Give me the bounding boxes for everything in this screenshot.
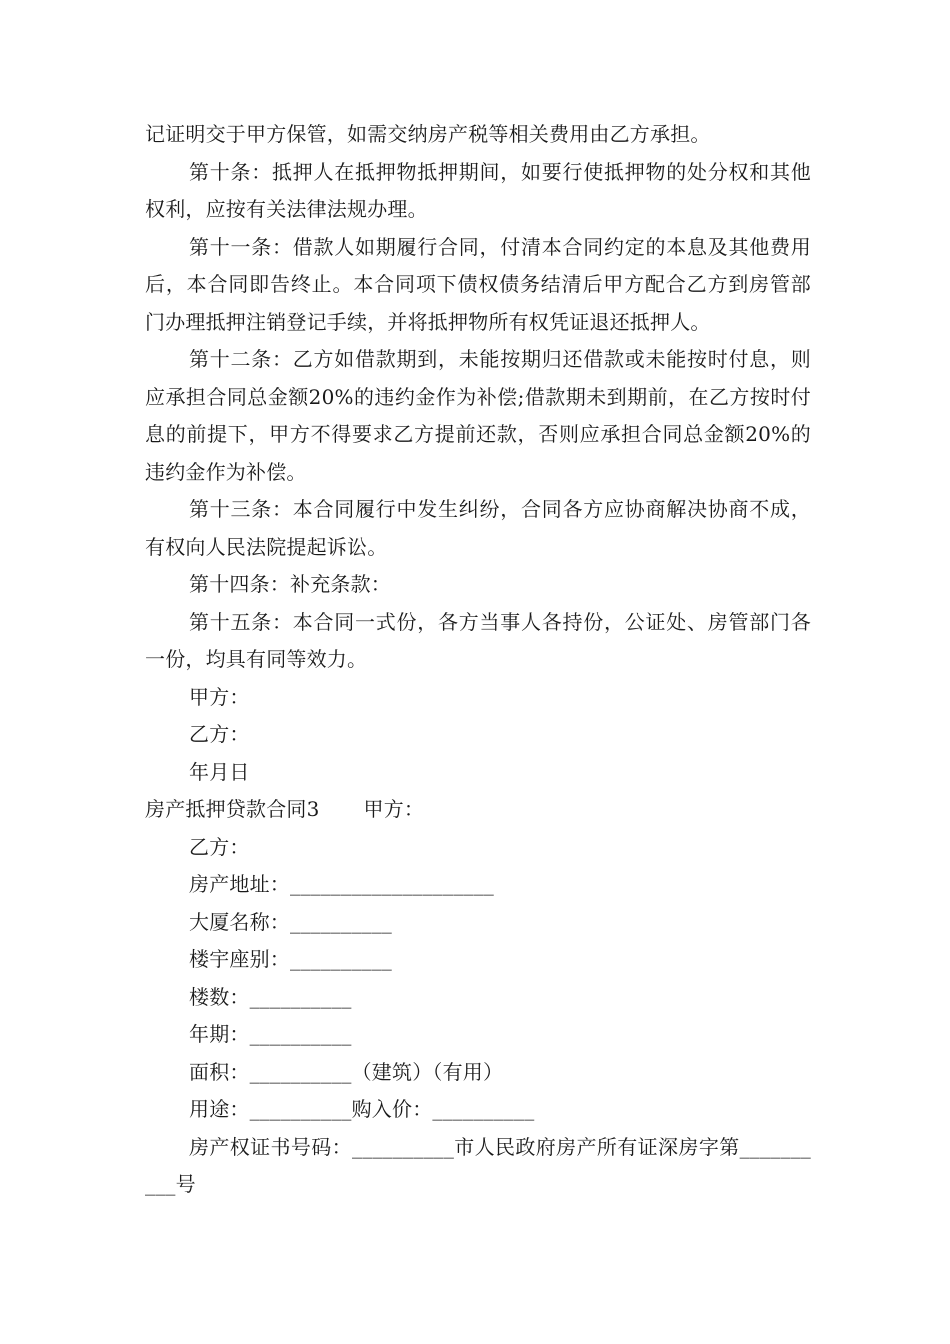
field-building-block: 楼宇座别：__________ [189,947,392,971]
field-property-address: 房产地址：____________________ [189,872,494,896]
signature-date: 年月日 [189,759,250,784]
clause-11: 第十一条：借款人如期履行合同，付清本合同约定的本息及其他费用后，本合同即告终止。本合同项下债权债务结清后甲方配合乙方到房管部门办理抵押注销登记手续，并将抵押物所有权凭证退还抵押人。 [145,234,811,334]
clause-14: 第十四条：补充条款： [189,572,391,596]
field-certificate-number: 房产权证书号码：__________市人民政府房产所有证深房字第__________号 [145,1134,811,1196]
paragraph-continuation: 记证明交于甲方保管，如需交纳房产税等相关费用由乙方承担。 [145,122,711,146]
clause-12: 第十二条：乙方如借款期到，未能按期归还借款或未能按时付息，则应承担合同总金额20%的违约金作为补偿;借款期未到期前，在乙方按时付息的前提下，甲方不得要求乙方提前还款，否则应承担合同总金额20%的违约金作为补偿。 [145,347,811,484]
field-term: 年期：__________ [189,1022,352,1046]
field-party-b: 乙方： [189,834,250,859]
field-area: 面积：__________（建筑）（有用） [189,1059,504,1084]
signature-party-b: 乙方： [189,722,250,746]
section-party-a: 甲方： [363,797,425,821]
clause-10: 第十条：抵押人在抵押物抵押期间，如要行使抵押物的处分权和其他权利，应按有关法律法规办理。 [145,159,811,221]
field-floor-count: 楼数：__________ [189,984,352,1009]
section-title: 房产抵押贷款合同3 [145,797,320,821]
clause-13: 第十三条：本合同履行中发生纠纷，合同各方应协商解决协商不成，有权向人民法院提起诉讼。 [145,497,811,559]
field-building-name: 大厦名称：__________ [189,909,392,934]
section-heading-line [145,791,811,829]
field-usage-price: 用途：__________购入价：__________ [189,1097,535,1121]
clause-15: 第十五条：本合同一式份，各方当事人各持份，公证处、房管部门各一份，均具有同等效力。 [145,609,811,671]
signature-party-a: 甲方： [189,684,250,709]
document-body [145,116,811,1204]
